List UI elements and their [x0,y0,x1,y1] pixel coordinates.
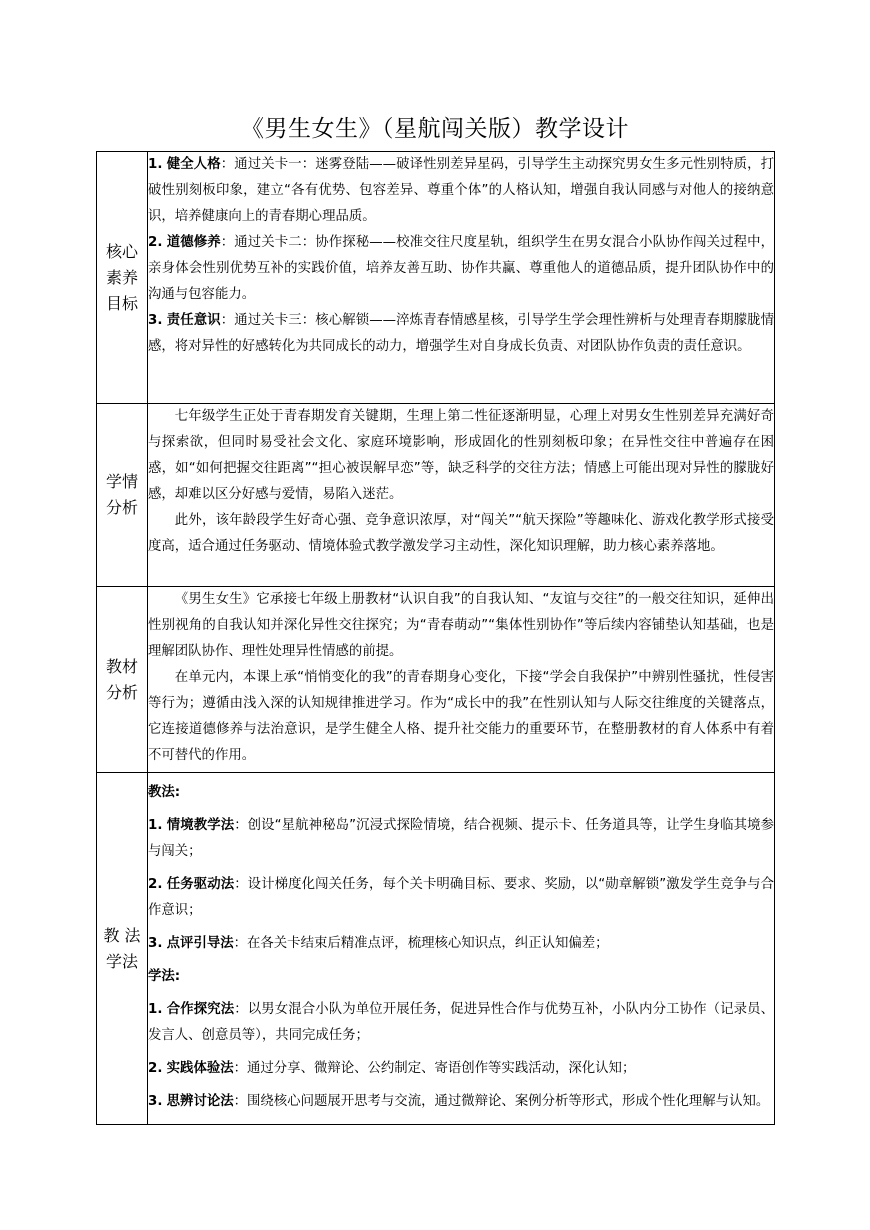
label-line: 目标 [105,293,138,313]
goal-term: 健全人格 [166,157,221,172]
method-item [148,813,774,865]
textbook-paragraph: 《男生女生》它承接七年级上册教材“认识自我”的自我认知、“友谊与交往”的一般交往知识，延伸出性别视角的自我认知并深化异性交往探究；为“青春萌动”“集体性别协作”等后续内容铺垫认知基础，也是理解团队协作、理性处理异性情感的前提。 [148,592,774,659]
method-term: 思辨讨论法 [166,1094,234,1109]
label-line: 教 法 [103,925,141,945]
method-num: 1. [148,1002,163,1017]
method-text: ：在各关卡结束后精准点评，梳理核心知识点，纠正认知偏差； [233,936,609,951]
label-line: 分析 [105,498,138,517]
label-core-goals [97,152,148,404]
method-text: ：围绕核心问题展开思考与交流，通过微辩论、案例分析等形式，形成个性化理解与认知。 [233,1094,770,1109]
goal-num: 1. [148,157,163,172]
goal-text: ：通过关卡二：协作探秘——校准交往尺度星轨，组织学生在男女混合小队协作闯关过程中，亲身体会性别优势互补的实践价值，培养友善互助、协作共赢、尊重他人的道德品质，提升团队协作中的沟通与包容能力。 [148,235,775,302]
learner-paragraph: 七年级学生正处于青春期发育关键期，生理上第二性征逐渐明显，心理上对男女生性别差异充满好奇与探索欲，但同时易受社会文化、家庭环境影响，形成固化的性别刻板印象；在异性交往中普遍存在困惑，如“如何把握交往距离”“担心被误解早恋”等，缺乏科学的交往方法；情感上可能出现对异性的朦胧好感，却难以区分好感与爱情，易陷入迷茫。 [148,409,774,502]
row-textbook-analysis [97,587,775,773]
method-term: 点评引导法 [166,936,234,951]
method-num: 3. [148,936,163,951]
row-core-goals [97,152,775,404]
goal-item [148,230,774,308]
method-item [148,931,774,957]
row-learner-analysis [97,404,775,587]
label-methods [97,773,148,1125]
goal-item [148,152,774,230]
goal-num: 2. [148,235,163,250]
method-num: 2. [148,1061,163,1076]
method-num: 1. [148,818,163,833]
label-learner-analysis [97,404,148,587]
document-title: 《男生女生》（星航闯关版）教学设计 [241,116,629,142]
learner-paragraph: 此外，该年龄段学生好奇心强、竞争意识浓厚，对“闯关”“航天探险”等趣味化、游戏化教学形式接受度高，适合通过任务驱动、情境体验式教学激发学习主动性，深化知识理解，助力核心素养落地。 [148,513,774,554]
method-item [148,872,774,924]
goal-term: 责任意识 [166,313,221,328]
method-text: ：创设“星航神秘岛”沉浸式探险情境，结合视频、提示卡、任务道具等，让学生身临其境参与闯关； [148,818,775,859]
method-term: 情境教学法 [166,818,235,833]
method-num: 3. [148,1094,163,1109]
goal-text: ：通过关卡一：迷雾登陆——破译性别差异星码，引导学生主动探究男女生多元性别特质，打破性别刻板印象，建立“各有优势、包容差异、尊重个体”的人格认知，增强自我认同感与对他人的接纳意识，培养健康向上的青春期心理品质。 [148,157,775,224]
method-item [148,997,774,1049]
learning-heading: 学法: [148,969,181,984]
method-text: ：以男女混合小队为单位开展任务，促进异性合作与优势互补，小队内分工协作（记录员、发言人、创意员等），共同完成任务； [148,1002,775,1043]
lesson-plan-table [96,151,775,1125]
goal-num: 3. [148,313,163,328]
label-line: 教材 [105,656,138,676]
label-line: 素养 [105,267,138,287]
method-num: 2. [148,877,163,892]
content-core-goals [148,152,775,404]
label-line: 学法 [105,951,138,971]
goal-term: 道德修养 [166,235,221,250]
teaching-heading: 教法: [148,785,181,800]
label-line: 核心 [105,241,138,261]
goal-item [148,308,774,360]
content-methods [148,773,775,1125]
method-term: 实践体验法 [166,1061,234,1076]
label-textbook-analysis [97,587,148,773]
method-text: ：设计梯度化闯关任务，每个关卡明确目标、要求、奖励，以“勋章解锁”激发学生竞争与合作意识； [148,877,775,918]
textbook-paragraph: 在单元内，本课上承“悄悄变化的我”的青春期身心变化，下接“学会自我保护”中辨别性骚扰，性侵害等行为；遵循由浅入深的认知规律推进学习。作为“成长中的我”在性别认知与人际交往维度的关键落点，它连接道德修养与法治意识，是学生健全人格、提升社交能力的重要环节，在整册教材的育人体系中有着不可替代的作用。 [148,670,774,763]
label-line: 分析 [105,682,138,702]
label-line: 学情 [105,472,138,491]
method-text: ：通过分享、微辩论、公约制定、寄语创作等实践活动，深化认知； [233,1061,636,1076]
method-term: 任务驱动法 [166,877,235,892]
method-item [148,1056,774,1082]
method-item [148,1089,774,1115]
row-methods [97,773,775,1125]
goal-text: ：通过关卡三：核心解锁——淬炼青春情感星核，引导学生学会理性辨析与处理青春期朦胧情感，将对异性的好感转化为共同成长的动力，增强学生对自身成长负责、对团队协作负责的责任意识。 [148,313,775,354]
content-learner-analysis [148,404,775,587]
method-term: 合作探究法 [166,1002,235,1017]
content-textbook-analysis [148,587,775,773]
